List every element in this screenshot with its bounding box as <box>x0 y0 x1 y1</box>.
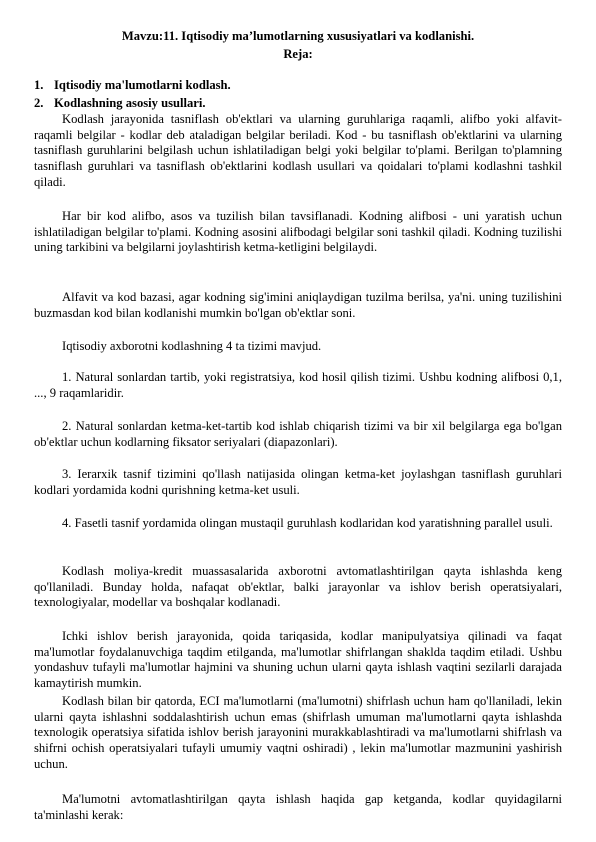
body-paragraph: Iqtisodiy axborotni kodlashning 4 ta tizimi mavjud. <box>62 339 322 353</box>
body-paragraph: Ichki ishlov berish jarayonida, qoida tariqasida, kodlar manipulyatsiya qilinadi va faqat ma'lumotlar foydalanuvchiga taqdim etilganda, ma'lumotlar shifrlangan shaklda taqdim etiladi. Ushbu yondashuv tufayli ma'lumotlar hajmini va shuning uchun ularni qayta ishlash vaqtini sezilarli darajada kamaytirish mumkin. <box>34 629 562 691</box>
plan-item-text: Kodlashning asosiy usullari. <box>54 96 206 110</box>
document-title: Mavzu:11. Iqtisodiy maʼlumotlarning xususiyatlari va kodlanishi. <box>121 29 475 43</box>
plan-item-text: Iqtisodiy ma'lumotlarni kodlash. <box>54 78 231 92</box>
body-paragraph: Alfavit va kod bazasi, agar kodning sig'imini aniqlaydigan tuzilma berilsa, ya'ni. uning tuzilishini buzmasdan kod bilan kodlanishi mumkin bo'lgan ob'ektlar soni. <box>34 290 562 320</box>
body-paragraph: Kodlash jarayonida tasniflash ob'ektlari va ularning guruhlariga raqamli, alifbo yoki alfavit-raqamli belgilar - kodlar deb ataladigan belgilar beriladi. Kod - bu tasniflash ob'ektlarini va ularning tasniflash guruhlarini belgilash uchun ishlatiladigan belgi yoki belgilar to'plami. Berilgan to'plamning tasniflash guruhlari va tasniflash ob'ektlarini kodlash usullari va qoidalari to'plami kodlashni tashkil qiladi. <box>34 112 562 189</box>
body-paragraph: 3. Ierarxik tasnif tizimini qo'llash natijasida olingan ketma-ket joylashgan tasniflash guruhlari kodlari yordamida kodni qurishning ketma-ket usuli. <box>34 467 562 497</box>
body-paragraph: 4. Fasetli tasnif yordamida olingan mustaqil guruhlash kodlaridan kod yaratishning parallel usuli. <box>62 516 553 530</box>
body-paragraph: 2. Natural sonlardan ketma-ket-tartib kod ishlab chiqarish tizimi va bir xil belgilarga ega bo'lgan ob'ektlar uchun kodlarning fiksator seriyalari (diapazonlari). <box>34 419 562 449</box>
body-paragraph: Har bir kod alifbo, asos va tuzilish bilan tavsiflanadi. Kodning alifbosi - uni yaratish uchun ishlatiladigan belgilar to'plami. Kodning asosini alifbodagi belgilar soni tashkil qiladi. Kodning tuzilishi uning tarkibini va belgilarni joylashtirish ketma-ketligini belgilaydi. <box>34 209 562 255</box>
plan-item <box>34 96 206 111</box>
body-paragraph: Kodlash moliya-kredit muassasalarida axborotni avtomatlashtirilgan qayta ishlashda keng qo'llaniladi. Bunday holda, nafaqat ob'ektlar, balki jarayonlar va ishlov berish operatsiyalari, texnologiyalar, modellar va boshqalar kodlanadi. <box>34 564 562 610</box>
body-paragraph: Kodlash bilan bir qatorda, ECI ma'lumotlarni (ma'lumotni) shifrlash uchun ham qo'llaniladi, lekin ularni qayta ishlashni soddalashtirish uchun emas (shifrlash umuman ma'lumotlarni qayta ishlashda texnologik operatsiya sifatida ishlov berish jarayonini murakkablashtiradi va ma'lumotlarni shifrlash va shifrni ochish operatsiyalari tufayli umumiy vaqtni oshiradi) , lekin ma'lumotlar mazmunini yashirish uchun. <box>34 694 562 771</box>
plan-heading: Reja: <box>283 47 313 61</box>
plan-item <box>34 78 231 93</box>
body-paragraph: 1. Natural sonlardan tartib, yoki registratsiya, kod hosil qilish tizimi. Ushbu kodning alifbosi 0,1, ..., 9 raqamlaridir. <box>34 370 562 400</box>
plan-item-number: 2. <box>34 96 44 110</box>
plan-item-number: 1. <box>34 78 44 92</box>
body-paragraph: Ma'lumotni avtomatlashtirilgan qayta ishlash haqida gap ketganda, kodlar quyidagilarni ta'minlashi kerak: <box>34 792 562 822</box>
